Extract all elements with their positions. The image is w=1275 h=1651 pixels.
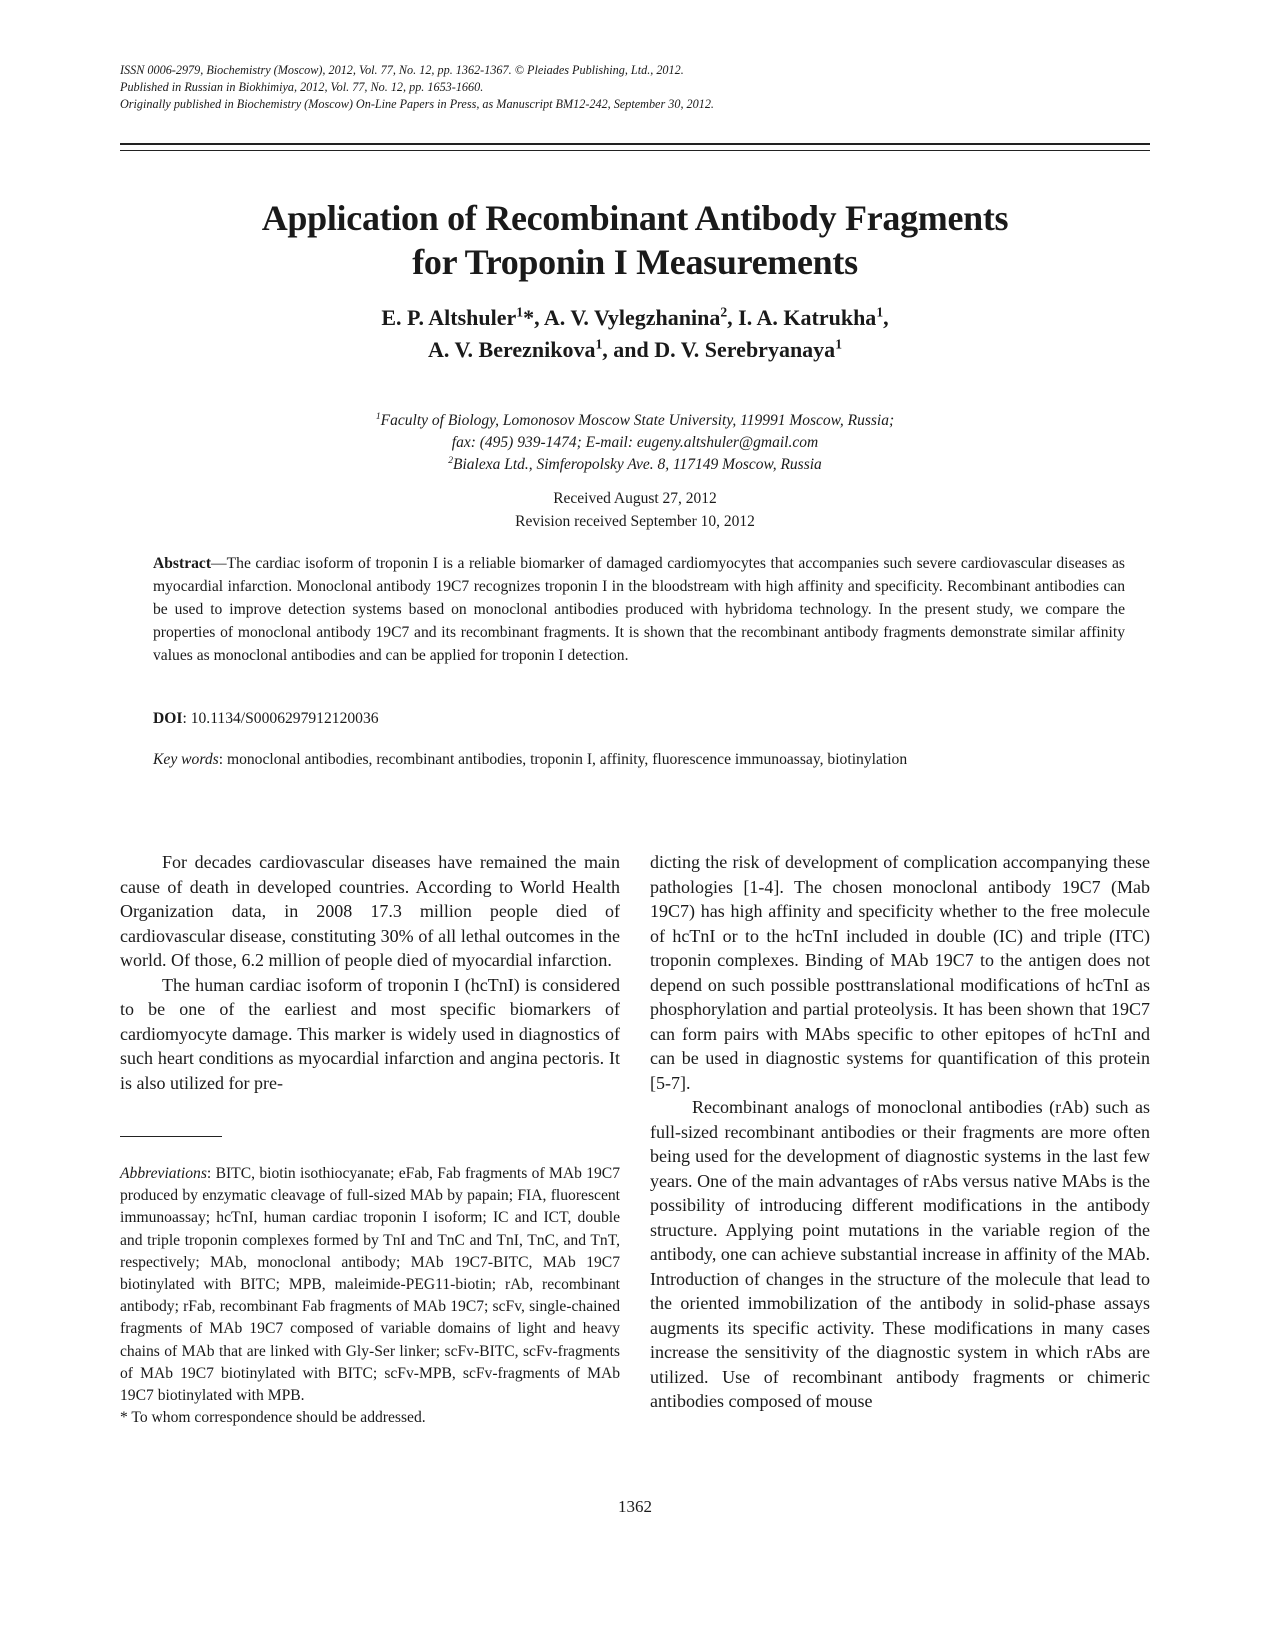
author-affil-sup: 1 (876, 304, 884, 320)
doi-line: DOI: 10.1134/S0006297912120036 (153, 710, 379, 727)
article-dates (120, 487, 1150, 533)
author-affil-sup: 1 (835, 336, 842, 352)
abbreviations-label: Abbreviations (120, 1165, 207, 1182)
body-paragraph: dicting the risk of development of complication accompanying these pathologies [1-4]. The chosen monoclonal antibody 19C7 (Mab 19C7) has high affinity and specificity whether to the free molecule of hcTnI or to the hcTnI included in double (IC) and triple (ITC) troponin complexes. Binding of MAb 19C7 to the antigen does not depend on such possible posttranslational modifications of hcTnI as phosphorylation and partial proteolysis. It has been shown that 19C7 can form pairs with MAbs specific to other epitopes of hcTnI and can be used in diagnostic systems for quantification of this protein [5-7]. (650, 852, 1150, 1093)
author-affil-sup: 2 (720, 304, 728, 320)
abstract-label: Abstract (153, 555, 212, 572)
affiliation-1: $^1$Faculty of Biology, Lomonosov Moscow State University, 119991 Moscow, Russia; (375, 410, 895, 429)
affiliation-2: $^2$Bialexa Ltd., Simferopolsky Ave. 8, 117149 Moscow, Russia (448, 454, 822, 473)
footnote-rule (120, 1136, 222, 1137)
abstract: Abstract—The cardiac isoform of troponin I is a reliable biomarker of damaged cardiomyocytes that accompanies such severe cardiovascular diseases as myocardial infarction. Monoclonal antibody 19C7 recognizes troponin I in the bloodstream with high affinity and specificity. Recombinant antibodies can be used to improve detection systems based on monoclonal antibodies produced with hybridoma technology. In the present study, we compare the properties of monoclonal antibody 19C7 and its recombinant fragments. It is shown that the recombinant antibody fragments demonstrate similar affinity values as monoclonal antibodies and can be applied for troponin I detection. (153, 555, 1125, 664)
doi-label: DOI (153, 710, 183, 727)
author-name: D. V. Serebryanaya (654, 337, 836, 362)
body-paragraph: The human cardiac isoform of troponin I (hcTnI) is considered to be one of the earliest and most specific biomarkers of cardiomyocyte damage. This marker is widely used in diagnostics of such heart conditions as myocardial infarction and angina pectoris. It is also utilized for pre- (120, 974, 620, 1093)
author-name: I. A. Katrukha (738, 305, 877, 330)
author-line-1: E. P. Altshuler$^1$*, A. V. Vylegzhanina$^2$, I. A. Katrukha$^1$, (381, 304, 889, 330)
header-line-online: Originally published in Biochemistry (Moscow) On-Line Papers in Press, as Manuscript BM12-242, September 30, 2012. (120, 97, 714, 111)
abstract-text: The cardiac isoform of troponin I is a reliable biomarker of damaged cardiomyocytes that accompanies such severe cardiovascular diseases as myocardial infarction. Monoclonal antibody 19C7 recognizes troponin I in the bloodstream with high affinity and specificity. Recombinant antibodies can be used to improve detection systems based on monoclonal antibodies produced with hybridoma technology. In the present study, we compare the properties of monoclonal antibody 19C7 and its recombinant fragments. It is shown that the recombinant antibody fragments demonstrate similar affinity values as monoclonal antibodies and can be applied for troponin I detection. (153, 555, 1125, 664)
author-corresponding-mark: * (523, 305, 535, 330)
revision-date: Revision received September 10, 2012 (515, 513, 755, 530)
doi-value[interactable]: 10.1134/S0006297912120036 (190, 710, 379, 727)
body-paragraph: Recombinant analogs of monoclonal antibodies (rAb) such as full-sized recombinant antibodies or their fragments are more often being used for the development of diagnostic systems in the last few years. One of the main advantages of rAbs versus native MAbs is the possibility of introducing different modifications in the antibody structure. Applying point mutations in the variable region of the antibody, one can achieve substantial increase in affinity of the MAb. Introduction of changes in the structure of the molecule that lead to the oriented immobilization of the antibody in solid-phase assays augments its specific activity. These modifications in many cases increase the sensitivity of the diagnostic system in which rAbs are utilized. Use of recombinant antibody fragments or chimeric antibodies composed of mouse (650, 1097, 1150, 1411)
header-rule-thin (120, 150, 1150, 151)
abbreviations-text: BITC, biotin isothiocyanate; eFab, Fab fragments of MAb 19C7 produced by enzymatic cleavage of full-sized MAb by papain; FIA, fluorescent immunoassay; hcTnI, human cardiac troponin I isoform; IC and ICT, double and triple troponin complexes formed by TnI and TnC and TnI, TnC, and TnT, respectively; MAb, monoclonal antibody; MAb 19C7-BITC, MAb 19C7 biotinylated with BITC; MPB, maleimide-PEG11-biotin; rAb, recombinant antibody; rFab, recombinant Fab fragments of MAb 19C7; scFv, single-chained fragments of MAb 19C7 composed of variable domains of light and heavy chains of MAb that are linked with Gly-Ser linker; scFv-BITC, scFv-fragments of MAb 19C7 biotinylated with BITC; scFv-MPB, scFv-fragments of MAb 19C7 biotinylated with MPB. (120, 1165, 620, 1405)
affiliation-contact: fax: (495) 939-1474; E-mail: eugeny.altshuler@gmail.com (451, 434, 819, 451)
author-line-2: A. V. Bereznikova$^1$, and D. V. Serebryanaya$^1$ (428, 336, 842, 362)
body-paragraph: For decades cardiovascular diseases have remained the main cause of death in developed countries. According to World Health Organization data, in 2008 17.3 million people died of cardiovascular disease, constituting 30% of all lethal outcomes in the world. Of those, 6.2 million of people died of myocardial infarction. (120, 852, 620, 970)
article-title-line2: for Troponin I Measurements (412, 242, 858, 282)
footnotes (120, 1163, 620, 1429)
author-list (120, 302, 1150, 366)
author-name: E. P. Altshuler (381, 305, 517, 330)
affiliations (120, 410, 1150, 476)
keywords-line: Key words: monoclonal antibodies, recombinant antibodies, troponin I, affinity, fluorescence immunoassay, biotinylation (153, 751, 908, 768)
header-line-russian: Published in Russian in Biokhimiya, 2012, Vol. 77, No. 12, pp. 1653-1660. (120, 80, 484, 94)
article-title-line1: Application of Recombinant Antibody Fragments (261, 198, 1009, 238)
author-affil-sup: 1 (516, 304, 524, 320)
author-affil-sup: 1 (595, 336, 603, 352)
body-column-left (120, 850, 620, 1095)
journal-header (120, 62, 1160, 113)
keywords-label: Key words (153, 751, 219, 768)
body-column-right (650, 850, 1150, 1414)
abbreviations-footnote: Abbreviations: BITC, biotin isothiocyanate; eFab, Fab fragments of MAb 19C7 produced by enzymatic cleavage of full-sized MAb by papain; FIA, fluorescent immunoassay; hcTnI, human cardiac troponin I isoform; IC and ICT, double and triple troponin complexes formed by TnI and TnC and TnI, TnC, and TnT, respectively; MAb, monoclonal antibody; MAb 19C7-BITC, MAb 19C7 biotinylated with BITC; MPB, maleimide-PEG11-biotin; rAb, recombinant antibody; rFab, recombinant Fab fragments of MAb 19C7; scFv, single-chained fragments of MAb 19C7 composed of variable domains of light and heavy chains of MAb that are linked with Gly-Ser linker; scFv-BITC, scFv-fragments of MAb 19C7 biotinylated with BITC; scFv-MPB, scFv-fragments of MAb 19C7 biotinylated with MPB. (120, 1165, 620, 1405)
author-name: A. V. Vylegzhanina (543, 305, 721, 330)
received-date: Received August 27, 2012 (553, 490, 717, 507)
correspondence-footnote: * To whom correspondence should be addressed. (120, 1409, 426, 1427)
author-name: A. V. Bereznikova (428, 337, 596, 362)
keywords-value: monoclonal antibodies, recombinant antibodies, troponin I, affinity, fluorescence immunoassay, biotinylation (226, 751, 908, 768)
header-rule-thick (120, 143, 1150, 145)
header-line-issn: ISSN 0006-2979, Biochemistry (Moscow), 2012, Vol. 77, No. 12, pp. 1362-1367. © Pleiades Publishing, Ltd., 2012. (120, 63, 684, 77)
page-number: 1362 (618, 1497, 652, 1516)
